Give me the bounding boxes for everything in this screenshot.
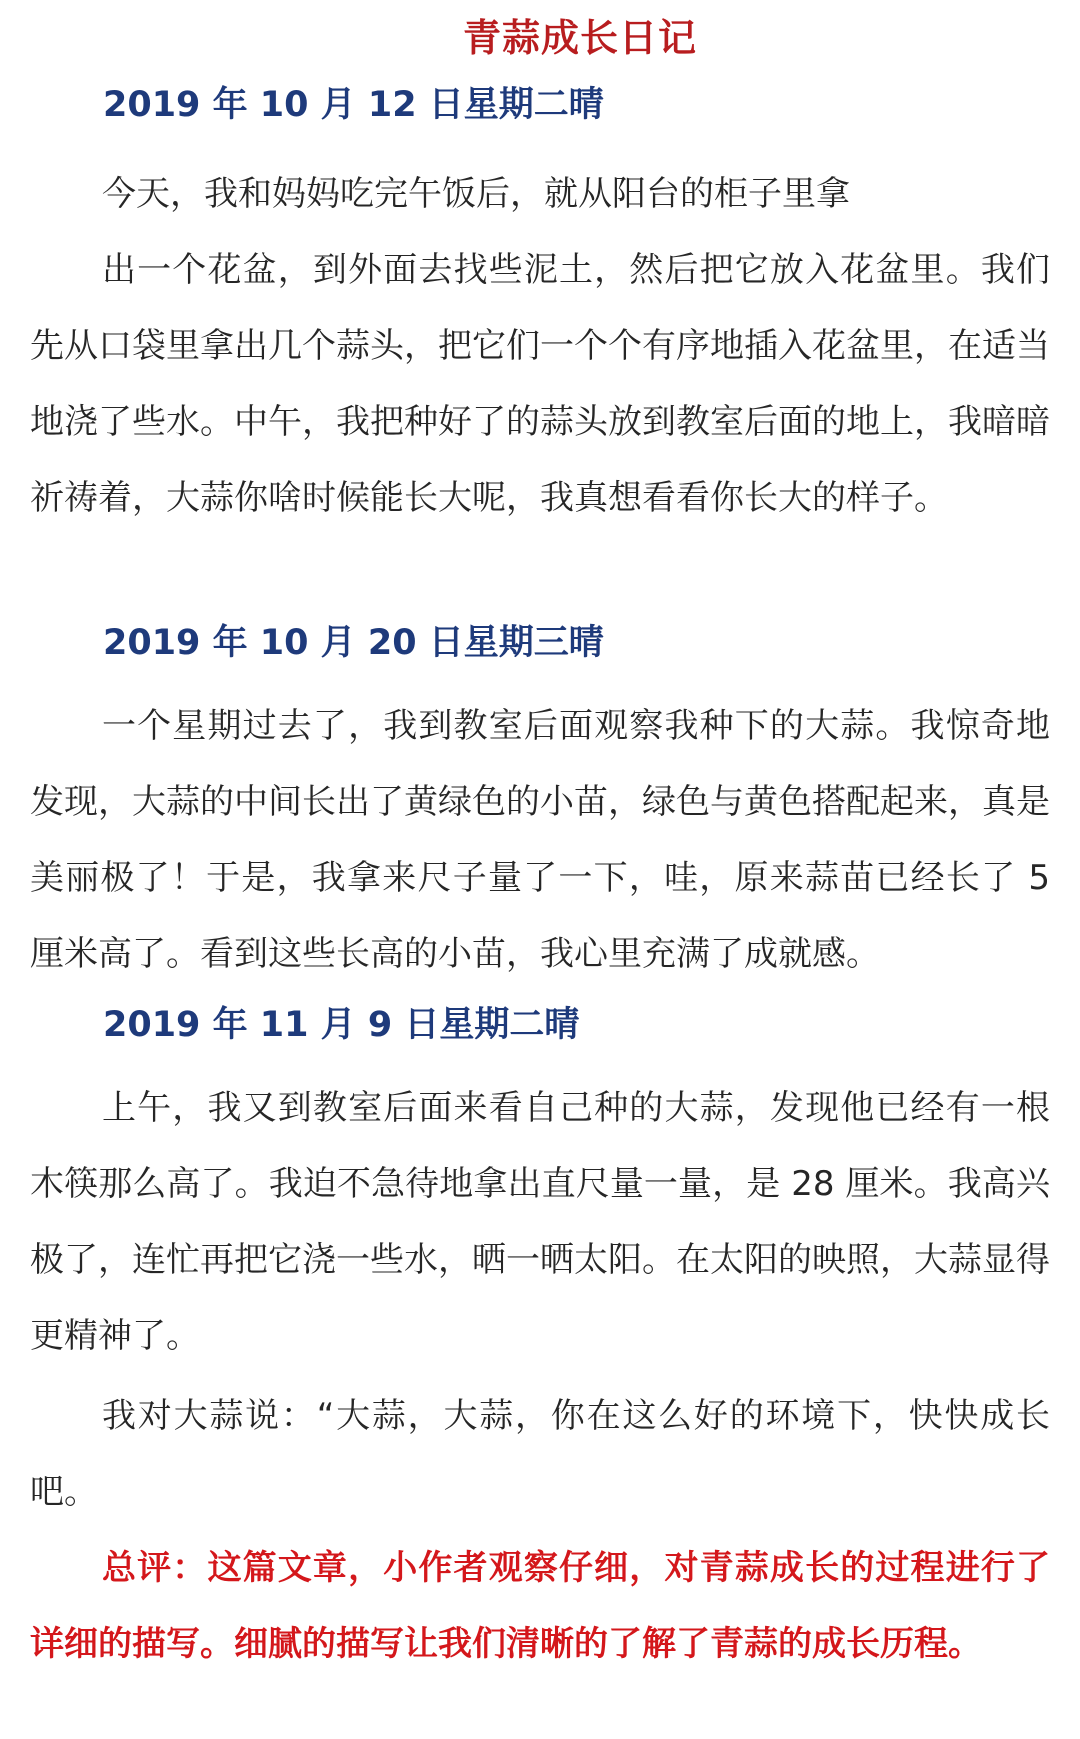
entry-paragraph: 我对大蒜说：“大蒜，大蒜，你在这么好的环境下，快快成长吧。 [30, 1396, 1050, 1512]
entry-date: 2019 年 10 月 12 日星期二晴 [103, 85, 604, 125]
teacher-comment: 总评：这篇文章，小作者观察仔细，对青蒜成长的过程进行了详细的描写。细腻的描写让我们清晰的了解了青蒜的成长历程。 [30, 1548, 1050, 1664]
entry-paragraph: 今天，我和妈妈吃完午饭后，就从阳台的柜子里拿 [102, 174, 850, 214]
entry-paragraph: 一个星期过去了，我到教室后面观察我种下的大蒜。我惊奇地发现，大蒜的中间长出了黄绿色的小苗，绿色与黄色搭配起来，真是美丽极了！于是，我拿来尺子量了一下，哇，原来蒜苗已经长了 5 厘米高了。看到这些长高的小苗，我心里充满了成就感。 [30, 706, 1050, 974]
page-title: 青蒜成长日记 [462, 16, 697, 60]
entry-date: 2019 年 10 月 20 日星期三晴 [103, 623, 604, 663]
entry-date: 2019 年 11 月 9 日星期二晴 [103, 1005, 580, 1045]
entry-paragraph: 上午，我又到教室后面来看自己种的大蒜，发现他已经有一根木筷那么高了。我迫不急待地拿出直尺量一量，是 28 厘米。我高兴极了，连忙再把它浇一些水，晒一晒太阳。在太阳的映照，大蒜显得更精神了。 [30, 1088, 1050, 1356]
entry-paragraph: 出一个花盆，到外面去找些泥土，然后把它放入花盆里。我们先从口袋里拿出几个蒜头，把它们一个个有序地插入花盆里，在适当地浇了些水。中午，我把种好了的蒜头放到教室后面的地上，我暗暗祈祷着，大蒜你啥时候能长大呢，我真想看看你长大的样子。 [30, 250, 1050, 518]
